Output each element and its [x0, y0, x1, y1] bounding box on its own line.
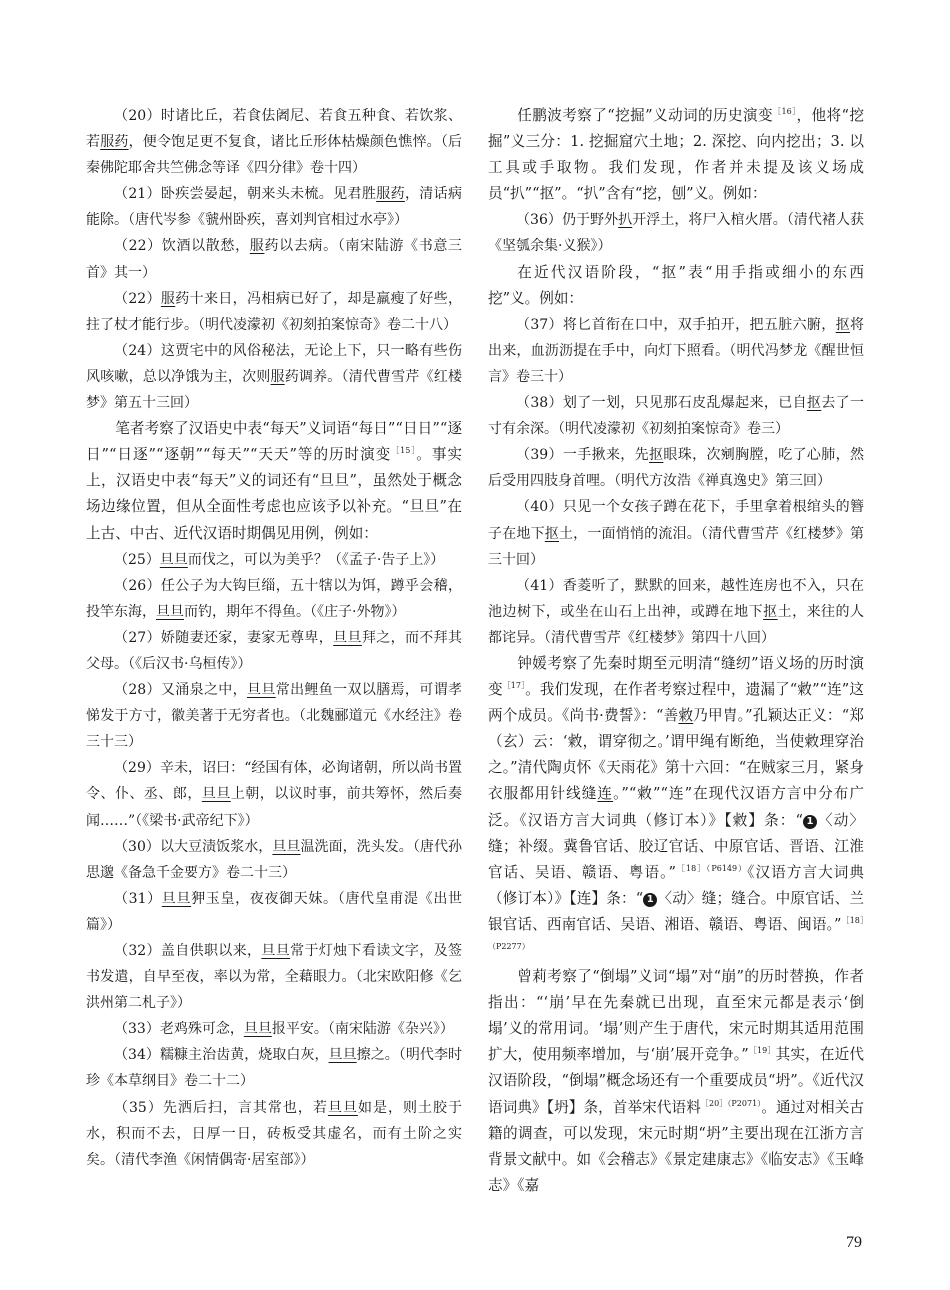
text-run: 在近代汉语阶段，“抠”表“用手指或细小的东西挖”义。例如： [488, 263, 864, 307]
body-paragraph [488, 964, 864, 1199]
highlighted-term: 连 [597, 785, 614, 803]
example-sentence [488, 312, 864, 390]
text-run: 拜之，而不拜其父母。（《后汉书·乌桓传》） [86, 629, 463, 672]
text-run: 而伐之，可以为美乎？（《孟子·告子上》） [187, 551, 445, 568]
text-run: 上朝，以议时事，前共筹怀，然后奏闻……”（《梁书·武帝纪下》） [86, 786, 463, 829]
citation-ref: ［18］（P6149） [675, 863, 748, 873]
text-run: （36）仍于野外 [516, 212, 619, 229]
text-run: 土，一面悄悄的流泪。（清代曹雪芹《红楼梦》第三十回） [488, 525, 865, 568]
example-sentence [86, 1095, 462, 1173]
text-run: 而钓，期年不得鱼。（《庄子·外物》） [184, 603, 406, 620]
highlighted-term: 抠 [835, 316, 850, 333]
highlighted-term: 旦旦 [161, 890, 192, 907]
example-sentence [86, 233, 462, 285]
highlighted-term: 敹 [678, 707, 694, 725]
body-paragraph [488, 260, 864, 312]
text-run: 药以去病。（南宋陆游《书意三首》其一） [86, 238, 463, 281]
text-run: 乃甲胄。”孔颖达正义：“郑（玄）云：‘敹，谓穿彻之。’谓甲绳有断绝，当使敹理穿治之。”清代陶贞怀《天雨花》第十六回：“在贼家三月，紧身衣服都用针线缝 [488, 707, 864, 803]
example-sentence [86, 886, 462, 938]
example-sentence [488, 390, 864, 442]
text-run: （37）将匕首衔在口中，双手拍开，把五脏六腑， [516, 316, 836, 333]
example-sentence [86, 625, 462, 677]
text-run: 。我们发现，在作者考察过程中，遗漏了“敹”“连”这两个成员。《尚书·费誓》：“善 [488, 681, 864, 725]
text-run: 钟媛考察了先秦时期至元明清“缝纫”语义场的历时演变 [488, 654, 864, 699]
highlighted-term: 服药 [100, 134, 129, 151]
text-run: 。事实上，汉语史中表“每天”义的词还有“旦旦”，虽然处于概念场边缘位置，但从全面性考虑也应该予以补充。“旦旦”在上古、中古、近代汉语时期偶见用例，例如： [86, 446, 462, 542]
example-sentence [488, 573, 864, 651]
sense-number-badge: 1 [643, 893, 657, 907]
highlighted-term: 旦旦 [272, 838, 301, 855]
text-run: 《汉语方言大词典（修订本）》【连】条：“ [488, 863, 864, 907]
example-sentence [86, 181, 462, 233]
text-run: （22）饮酒以散愁， [114, 238, 250, 255]
highlighted-term: 旦旦 [328, 1047, 357, 1064]
text-run: 。通过对相关古籍的调查，可以发现，宋元时期“坍”主要出现在江浙方言背景文献中。如《会稽志》《景定建康志》《临安志》《玉峰志》《嘉 [488, 1098, 864, 1194]
body-paragraph [488, 651, 864, 964]
right-column [488, 103, 864, 1199]
example-sentence [86, 573, 462, 625]
text-run: （39）一手揪来，先 [516, 447, 650, 464]
text-run: 任鹏波考察了“挖掘”义动词的历史演变 [517, 107, 774, 124]
highlighted-term: 抠 [544, 525, 559, 542]
text-run: （34）糯糠主治齿黄，烧取白灰， [114, 1047, 329, 1064]
example-sentence [86, 1016, 462, 1042]
text-run: （22） [114, 290, 161, 307]
text-run: 土，来往的人都诧异。（清代曹雪芹《红楼梦》第四十八回） [488, 603, 865, 646]
text-run: （30）以大豆渍饭浆水， [114, 838, 273, 855]
text-run: （41）香菱听了，默默的回来，越性连房也不入，只在池边树下，或坐在山石上出神，或蹲在地下 [488, 577, 864, 620]
text-run: （32）盖自供职以来， [114, 943, 262, 959]
text-run: 药调养。（清代曹雪芹《红楼梦》第五十三回） [86, 368, 463, 412]
highlighted-term: 旦旦 [159, 551, 188, 568]
text-run: （27）娇随妻还家，妻家无尊卑， [114, 629, 334, 646]
text-run: ，清话病能除。（唐代岑参《虢州卧疾，喜刘判官相过水亭》） [86, 186, 463, 229]
text-run: 其实，在近代汉语阶段，“倒塌”概念场还有一个重要成员“坍”。《近代汉语词典》【坍】条，首举宋代语料 [488, 1046, 864, 1116]
text-run: （40）只见一个女孩子蹲在花下，手里拿着根绾头的簪子在地下 [488, 499, 864, 542]
example-sentence [86, 338, 462, 416]
text-run: （35）先洒后扫，言其常也，若 [114, 1099, 328, 1116]
text-run: 将出来，血沥沥提在手中，向灯下照看。（明代冯梦龙《醒世恒言》卷三十） [488, 316, 864, 385]
text-run: 曾莉考察了“倒塌”义词“塌”对“崩”的历时替换，作者指出：“‘崩’早在先秦就已出现，直至宋元都是表示‘倒塌’义的常用词。‘塌’则产生于唐代，宋元时期其适用范围扩大，使用频率增加，与‘崩’展开竞争。” [488, 968, 864, 1064]
text-run: ，他将“挖掘”义三分：1. 挖掘窟穴土地；2. 深挖、向内挖出；3. 以工具或手取物。我们发现，作者并未提及该义场成员“扒”“抠”。“扒”含有“挖，刨”义。例如： [488, 107, 864, 203]
highlighted-term: 扒 [618, 212, 633, 229]
example-sentence [488, 207, 864, 259]
citation-ref: ［19］ [748, 1046, 776, 1056]
citation-ref: ［16］ [773, 107, 797, 116]
text-run: 眼珠，次剜胸膛，吃了心肺，然后受用四肢身首哩。（明代方汝浩《禅真逸史》第三回） [488, 447, 864, 490]
page-number: 79 [846, 1234, 862, 1251]
example-sentence [86, 938, 462, 1016]
text-run: （31） [114, 890, 162, 907]
text-run: 开浮土，将尸入棺火厝。（清代褚人获《坚瓠余集·义猴》） [488, 212, 864, 255]
example-sentence [86, 547, 462, 573]
text-run: 报平安。（南宋陆游《杂兴》） [271, 1021, 454, 1038]
highlighted-term: 抠 [806, 395, 822, 412]
text-run: 笔者考察了汉语史中表“每天”义词语“每日”“日日”“逐日”“日逐”“逐朝”“每天”“天天”等的历时演变 [86, 420, 462, 464]
example-sentence [488, 494, 864, 572]
example-sentence [86, 103, 462, 181]
text-run: （26）任公子为大钩巨缁，五十犗以为饵，蹲乎会稽，投竿东海， [86, 577, 462, 620]
highlighted-term: 抠 [649, 447, 664, 464]
text-run: 。”“敹”“连”在现代汉语方言中分布广泛。《汉语方言大词典（修订本）》【敹】条：“ [488, 785, 864, 829]
text-run: （21）卧疾尝晏起，朝来头未梳。见君胜 [114, 186, 377, 203]
example-sentence [86, 677, 462, 755]
highlighted-term: 旦旦 [333, 629, 362, 646]
text-run: （33）老鸡殊可念， [114, 1021, 244, 1038]
text-run: 狎玉皇，夜夜御天妹。（唐代皇甫湜《出世篇》） [86, 890, 462, 933]
text-run: 温洗面，洗头发。（唐代孙思邈《备急千金要方》卷二十三） [86, 838, 463, 881]
highlighted-term: 旦旦 [156, 603, 184, 620]
highlighted-term: 服 [270, 368, 285, 385]
example-sentence [86, 1042, 462, 1094]
highlighted-term: 服 [249, 238, 265, 255]
highlighted-term: 旦旦 [247, 682, 276, 699]
highlighted-term: 服 [160, 290, 176, 307]
highlighted-term: 旦旦 [201, 786, 231, 803]
text-run: 如是，则土胶于水，积而不去，日厚一日，砖板受其虚名，而有土阶之实矣。（清代李渔《闲情偶寄·居室部》） [86, 1099, 462, 1168]
text-run: 去了一寸有余深。（明代凌濛初《初刻拍案惊奇》卷三） [488, 395, 864, 438]
left-column [86, 103, 462, 1173]
text-run: （28）又涌泉之中， [114, 682, 248, 699]
body-paragraph [488, 103, 864, 207]
sense-number-badge: 1 [803, 815, 817, 829]
citation-ref: ［17］ [502, 681, 526, 691]
highlighted-term: 旦旦 [327, 1099, 358, 1116]
text-run: 常于灯烛下看读文字，及签书发遣，自早至夜，率以为常，全藉眼力。（北宋欧阳修《乞洪州第二札子》） [86, 943, 463, 1012]
text-run: （25） [114, 551, 160, 568]
highlighted-term: 旦旦 [261, 943, 291, 959]
text-run: （29）辛未，诏曰：“经国有体，必询诸朝，所以尚书置令、仆、丞、郎， [86, 760, 462, 803]
text-run: （38）划了一划，只见那石皮乱爆起来，已自 [516, 395, 807, 412]
highlighted-term: 服药 [376, 186, 405, 203]
body-paragraph [86, 416, 462, 546]
text-run: 〈动〉缝；补缀。冀鲁官话、胶辽官话、中原官话、晋语、江淮官话、吴语、赣语、粤语。” [488, 811, 864, 881]
text-run: 〈动〉缝；缝合。中原官话、兰银官话、西南官话、吴语、湘语、赣语、粤语、闽语。” [488, 889, 864, 933]
text-run: 擦之。（明代李时珍《本草纲目》卷二十二） [86, 1047, 462, 1090]
example-sentence [86, 286, 462, 338]
citation-ref: ［15］ [391, 446, 417, 456]
text-run: 常出鲤鱼一双以膳焉，可谓孝悌发于方寸，徽美著于无穷者也。（北魏郦道元《水经注》卷三十三） [86, 682, 462, 751]
text-run: （24）这贾宅中的风俗秘法，无论上下，只一略有些伤风咳嗽，总以净饿为主，次则 [86, 342, 462, 385]
example-sentence [488, 442, 864, 494]
example-sentence [86, 755, 462, 833]
highlighted-term: 抠 [763, 603, 778, 620]
citation-ref: ［18］（P2277） [488, 915, 864, 951]
highlighted-term: 旦旦 [243, 1021, 272, 1038]
text-run: ，便令饱足更不复食，诸比丘形体枯燥颜色憔悴。（后秦佛陀耶舍共竺佛念等译《四分律》卷十四） [86, 134, 463, 177]
text-run: 药十来日，冯相病已好了，却是羸瘦了好些，拄了杖才能行步。（明代凌濛初《初刻拍案惊奇》卷二十八） [86, 290, 462, 333]
citation-ref: ［20］（P2071） [700, 1098, 762, 1108]
example-sentence [86, 834, 462, 886]
text-run: （20）时诸比丘，若食佉阇尼、若食五种食、若饮浆、若 [86, 108, 462, 151]
